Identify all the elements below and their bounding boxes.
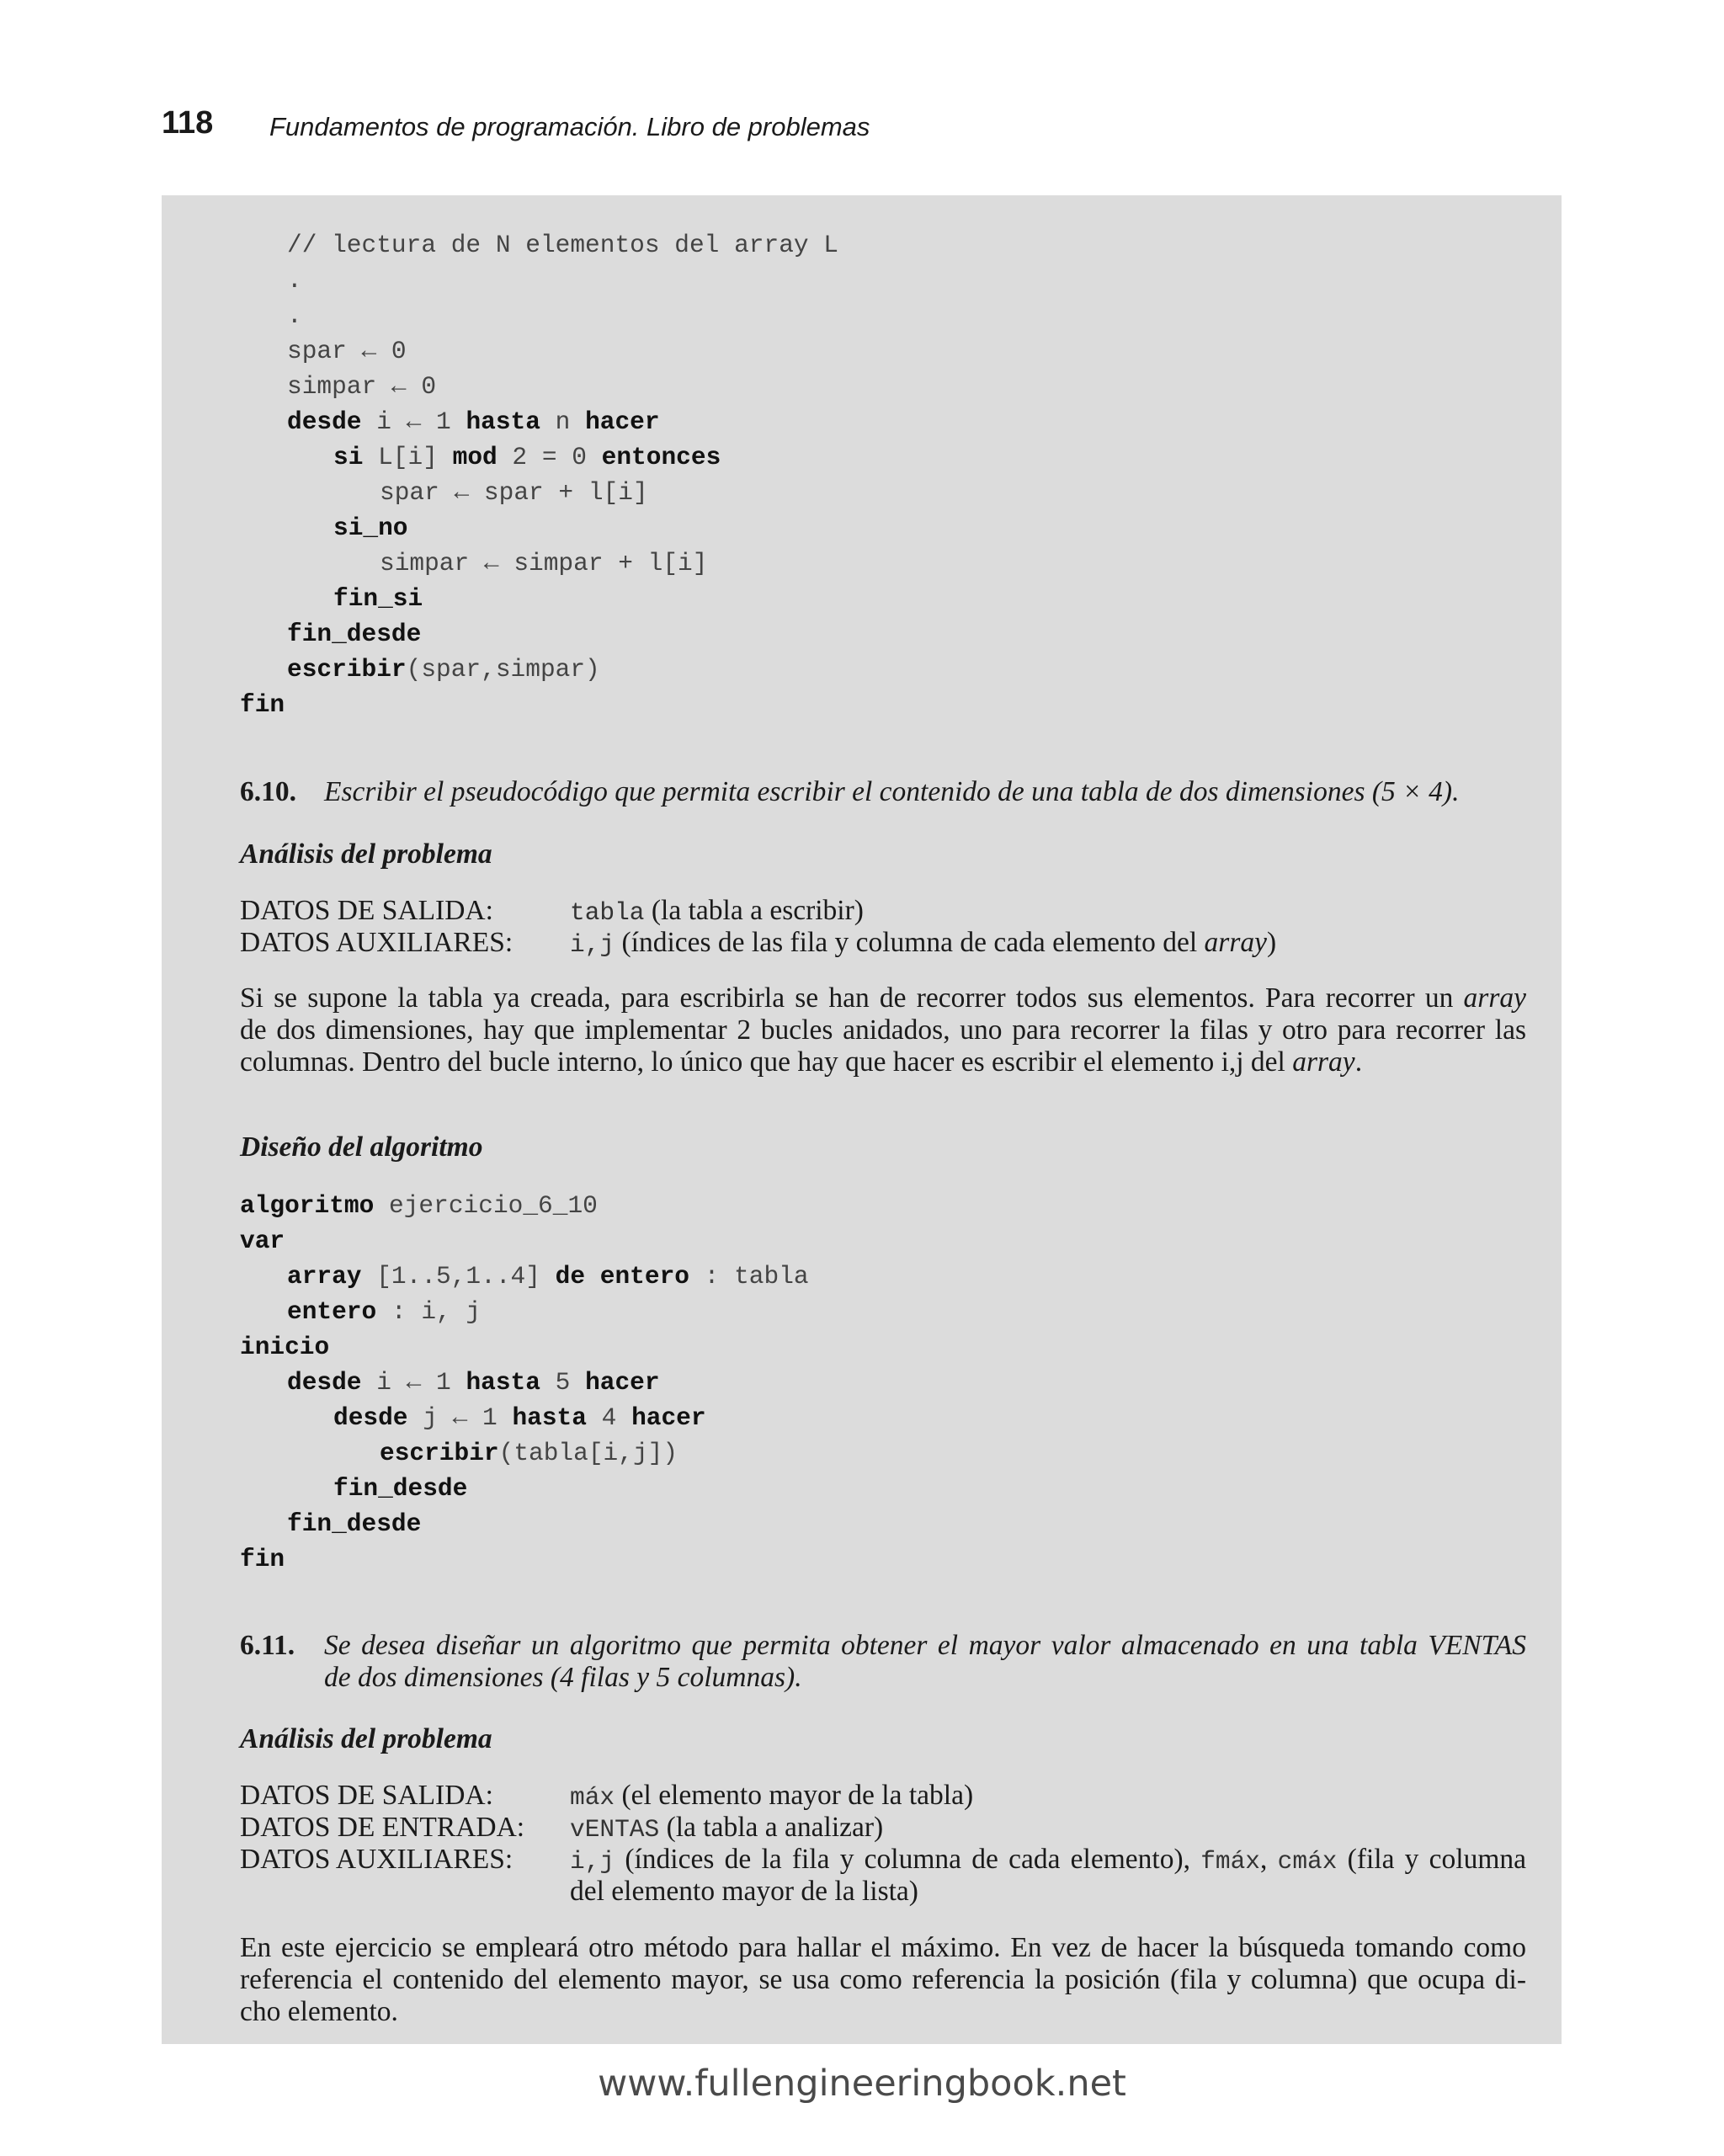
- code-line: simpar ← simpar + l[i]: [380, 549, 708, 578]
- keyword: hasta: [466, 1368, 540, 1397]
- data-value: tabla (la tabla a escribir): [570, 895, 864, 927]
- paragraph-line: columnas. Dentro del bucle interno, lo único que hay que hacer es escribir el elemento i,j del array.: [240, 1046, 1363, 1078]
- exercise-statement: de dos dimensiones (4 filas y 5 columnas).: [324, 1662, 802, 1693]
- code-line: [333, 584, 423, 613]
- data-value: i,j (índices de la fila y columna de cada elemento), fmáx, cmáx (fila y columna: [570, 1844, 1527, 1876]
- data-value: del elemento mayor de la lista): [570, 1876, 918, 1907]
- code-line: [240, 1227, 285, 1255]
- code-line: [240, 1333, 329, 1361]
- paragraph-line: referencia el contenido del elemento mayor, se usa como referencia la posición (fila y columna) que ocupa di-: [240, 1964, 1526, 1995]
- code-line: [287, 1509, 421, 1538]
- keyword: entero: [287, 1297, 377, 1326]
- keyword: desde: [287, 407, 362, 436]
- code-line: [333, 514, 408, 542]
- data-label: DATOS DE ENTRADA:: [240, 1812, 525, 1843]
- code-line: escribir(tabla[i,j]): [380, 1439, 678, 1467]
- code-line: // lectura de N elementos del array L: [287, 231, 839, 259]
- code-line: [333, 1474, 467, 1503]
- paragraph-line: cho elemento.: [240, 1996, 398, 2027]
- code-line: entero : i, j: [287, 1297, 482, 1326]
- keyword: var: [240, 1227, 285, 1255]
- keyword: escribir: [380, 1439, 499, 1467]
- exercise-number: 6.11.: [240, 1630, 295, 1661]
- code-line: desde j ← 1 hasta 4 hacer: [333, 1403, 706, 1432]
- footer-url: www.fullengineeringbook.net: [598, 2063, 1126, 2105]
- code-line: escribir(spar,simpar): [287, 655, 600, 684]
- section-heading: Análisis del problema: [240, 1723, 492, 1754]
- code-line: .: [287, 266, 302, 295]
- keyword: hacer: [585, 1368, 660, 1397]
- data-label: DATOS DE SALIDA:: [240, 1780, 493, 1811]
- keyword: desde: [287, 1368, 362, 1397]
- keyword: escribir: [287, 655, 407, 684]
- code-line: [240, 690, 285, 719]
- keyword: fin: [240, 1545, 285, 1573]
- keyword: entonces: [601, 443, 721, 471]
- data-label: DATOS DE SALIDA:: [240, 895, 493, 926]
- data-value: i,j (índices de las fila y columna de cada elemento del array): [570, 927, 1277, 959]
- keyword: hasta: [512, 1403, 587, 1432]
- code-line: desde i ← 1 hasta 5 hacer: [287, 1368, 660, 1397]
- data-value: vENTAS (la tabla a analizar): [570, 1812, 884, 1844]
- keyword: mod: [452, 443, 498, 471]
- keyword: inicio: [240, 1333, 330, 1361]
- data-label: DATOS AUXILIARES:: [240, 927, 513, 958]
- keyword: fin_desde: [287, 620, 422, 648]
- section-heading: Análisis del problema: [240, 838, 492, 870]
- page-number: 118: [162, 105, 214, 141]
- content-panel: [162, 195, 1562, 2044]
- paragraph-line: Si se supone la tabla ya creada, para escribirla se han de recorrer todos sus elementos. Para recorrer un array: [240, 982, 1526, 1014]
- data-value: máx (el elemento mayor de la tabla): [570, 1780, 974, 1812]
- keyword: algoritmo: [240, 1191, 375, 1220]
- paragraph-line: En este ejercicio se empleará otro método para hallar el máximo. En vez de hacer la búsqueda tomando como: [240, 1932, 1526, 1963]
- keyword: desde: [333, 1403, 408, 1432]
- keyword: hasta: [466, 407, 540, 436]
- code-line: simpar ← 0: [287, 372, 437, 401]
- keyword: si_no: [333, 514, 408, 542]
- keyword: fin_desde: [287, 1509, 422, 1538]
- keyword: de entero: [555, 1262, 689, 1291]
- keyword: fin_si: [333, 584, 423, 613]
- paragraph-line: de dos dimensiones, hay que implementar 2 bucles anidados, uno para recorrer la filas y otro para recorrer las: [240, 1014, 1526, 1046]
- running-title: Fundamentos de programación. Libro de problemas: [269, 112, 870, 141]
- keyword: fin_desde: [333, 1474, 468, 1503]
- code-line: desde i ← 1 hasta n hacer: [287, 407, 660, 436]
- keyword: si: [333, 443, 364, 471]
- data-label: DATOS AUXILIARES:: [240, 1844, 513, 1875]
- keyword: array: [287, 1262, 362, 1291]
- exercise-statement: Se desea diseñar un algoritmo que permita obtener el mayor valor almacenado en una tabla VENTAS: [324, 1630, 1526, 1661]
- code-line: [240, 1545, 285, 1573]
- exercise-number: 6.10.: [240, 776, 296, 807]
- code-line: spar ← 0: [287, 337, 407, 365]
- code-line: array [1..5,1..4] de entero : tabla: [287, 1262, 809, 1291]
- code-line: .: [287, 301, 302, 330]
- keyword: hacer: [631, 1403, 706, 1432]
- code-line: si L[i] mod 2 = 0 entonces: [333, 443, 721, 471]
- code-line: algoritmo ejercicio_6_10: [240, 1191, 598, 1220]
- section-heading: Diseño del algoritmo: [240, 1131, 483, 1163]
- keyword: hacer: [585, 407, 660, 436]
- code-line: [287, 620, 421, 648]
- exercise-statement: Escribir el pseudocódigo que permita escribir el contenido de una tabla de dos dimensiones (5 × 4).: [324, 776, 1460, 807]
- keyword: fin: [240, 690, 285, 719]
- code-line: spar ← spar + l[i]: [380, 478, 648, 507]
